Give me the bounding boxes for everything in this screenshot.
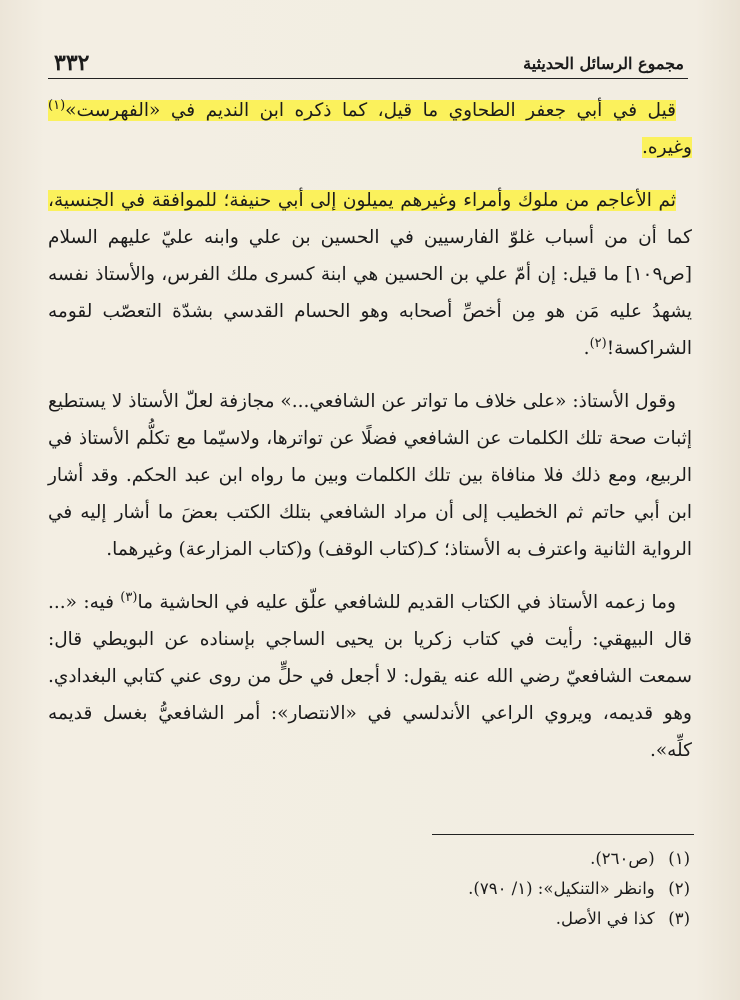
main-text bbox=[48, 92, 692, 785]
footnote-divider bbox=[432, 834, 694, 835]
footnote-3 bbox=[60, 904, 690, 934]
paragraph-3: وقول الأستاذ: «على خلاف ما تواتر عن الشافعي...» مجازفة لعلّ الأستاذ لا يستطيع إثبات صحة تلك الكلمات عن الشافعي فضلًا عن تواترها، ولاسيّما مع تكلُّم الأستاذ في الربيع، ومع ذلك فلا منافاة بين تلك الكلمات وبين ما رواه ابن عبد الحكم. وقد أشار ابن أبي حاتم ثم الخطيب إلى أن مراد الشافعي بتلك الكتب بعضَ ما أشار إليه في الرواية الثانية واعترف به الأستاذ؛ كـ(كتاب الوقف) و(كتاب المزارعة) وغيرهما. bbox=[48, 391, 692, 560]
paragraph-2-text: كما أن من أسباب غلوّ الفارسيين في الحسين بن علي وابنه عليّ عليهم السلام [ص١٠٩] ما قيل: إن أمّ علي بن الحسين هي ابنة كسرى ملك الفرس، والأستاذ نفسه يشهدُ عليه مَن هو مِن أخصِّ أصحابه وهو الحسام القدسي بشدّة التعصّب لقومه الشراكسة! bbox=[48, 227, 692, 359]
footnote-1 bbox=[60, 844, 690, 874]
footnote-number: (٣) bbox=[668, 909, 690, 928]
paragraph-1-tail: وغيره. bbox=[642, 137, 692, 158]
paragraph-4-tail: فيه: «... قال البيهقي: رأيت في كتاب زكريا بن يحيى الساجي بإسناده عن البويطي قال: سمعت الشافعيّ رضي الله عنه يقول: لا أجعل في حلٍّ من روى عني كتابي البغدادي. وهو قديمه، ويروي الراعي الأندلسي في «الانتصار»: أمر الشافعيُّ بغسل قديمه كلِّه». bbox=[48, 592, 692, 761]
paragraph-4 bbox=[48, 584, 692, 769]
footnote-text: وانظر «التنكيل»: (١/ ٧٩٠). bbox=[468, 879, 655, 898]
page-number: ٣٣٢ bbox=[54, 50, 90, 76]
footnote-ref-2: (٢) bbox=[589, 335, 607, 351]
footnote-text: (ص٢٦٠). bbox=[590, 849, 655, 868]
footnote-ref-3: (٣) bbox=[120, 589, 138, 605]
paragraph-1-text: قيل في أبي جعفر الطحاوي ما قيل، كما ذكره ابن النديم في «الفهرست» bbox=[65, 100, 676, 121]
footnote-number: (٢) bbox=[668, 879, 690, 898]
paragraph-4-text: وما زعمه الأستاذ في الكتاب القديم للشافعي علّق عليه في الحاشية ما bbox=[137, 592, 676, 613]
highlighted-text bbox=[48, 97, 692, 158]
paragraph-2-tail: . bbox=[583, 338, 590, 359]
footnote-ref-1: (١) bbox=[48, 97, 66, 113]
running-title: مجموع الرسائل الحديثية bbox=[523, 54, 684, 73]
paragraph-2 bbox=[48, 182, 692, 367]
footnote-text: كذا في الأصل. bbox=[555, 909, 655, 928]
page-header bbox=[48, 48, 688, 79]
highlighted-text: ثم الأعاجم من ملوك وأمراء وغيرهم يميلون إلى أبي حنيفة؛ للموافقة في الجنسية، bbox=[48, 190, 676, 211]
footnote-number: (١) bbox=[668, 849, 690, 868]
paragraph-1 bbox=[48, 92, 692, 166]
footnotes bbox=[60, 844, 690, 934]
footnote-2 bbox=[60, 874, 690, 904]
